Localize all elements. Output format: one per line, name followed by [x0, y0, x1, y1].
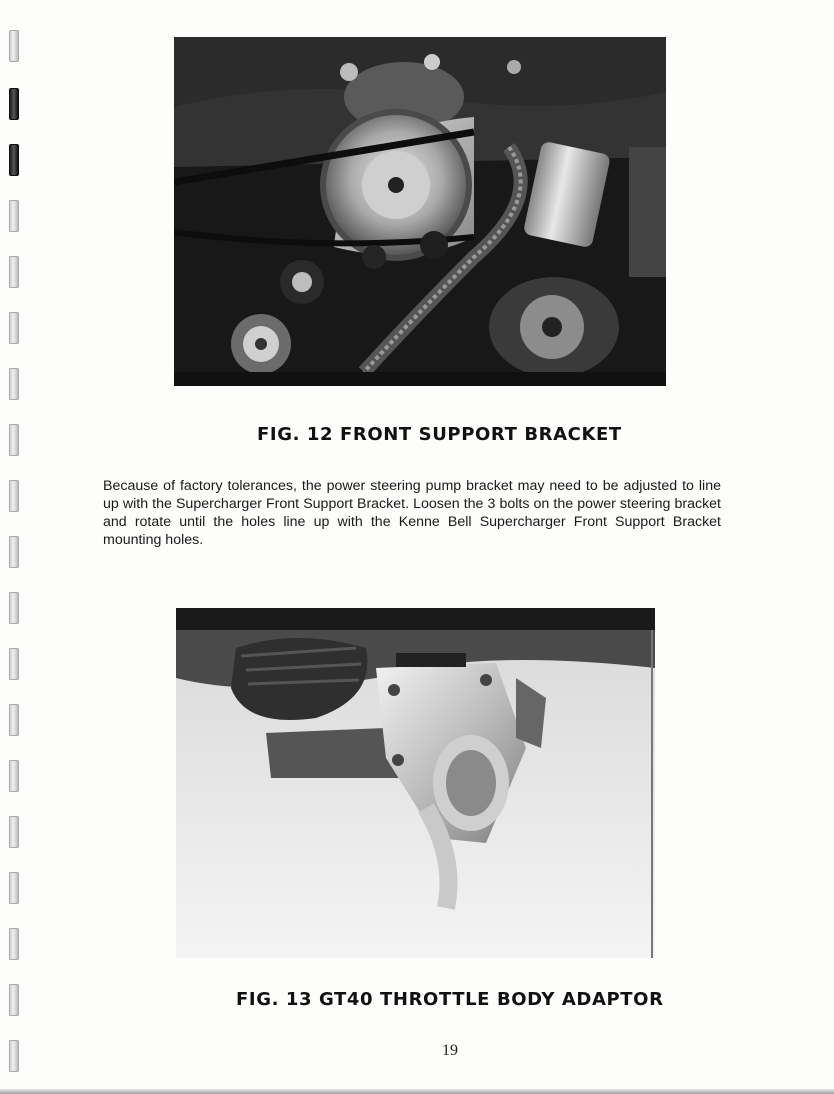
- binder-hole: [9, 256, 19, 288]
- figure-13-caption: FIG. 13 GT40 THROTTLE BODY ADAPTOR: [236, 989, 664, 1010]
- binder-hole: [9, 648, 19, 680]
- page-bottom-edge: [0, 1089, 834, 1094]
- binder-hole: [9, 200, 19, 232]
- body-paragraph: Because of factory tolerances, the power steering pump bracket may need to be adjusted to line up with the Supercharger Front Support Bracket. Loosen the 3 bolts on the power steering bracket and rotate until the holes line up with the Kenne Bell Supercharger Front Support Bracket mounting holes.: [103, 478, 721, 548]
- binder-holes: [9, 30, 23, 1080]
- binder-hole: [9, 1040, 19, 1072]
- binder-hole: [9, 312, 19, 344]
- gt40-throttle-body-adaptor-photo: [176, 608, 655, 958]
- binder-hole: [9, 368, 19, 400]
- binder-hole: [9, 872, 19, 904]
- binder-hole: [9, 536, 19, 568]
- binder-hole: [9, 984, 19, 1016]
- binder-hole: [9, 816, 19, 848]
- binder-hole: [9, 928, 19, 960]
- binder-hole: [9, 144, 19, 176]
- binder-hole: [9, 424, 19, 456]
- binder-hole: [9, 760, 19, 792]
- binder-hole: [9, 592, 19, 624]
- page-number: 19: [442, 1042, 458, 1059]
- binder-hole: [9, 88, 19, 120]
- figure-12-caption: FIG. 12 FRONT SUPPORT BRACKET: [257, 424, 622, 445]
- binder-hole: [9, 480, 19, 512]
- binder-hole: [9, 704, 19, 736]
- supercharger-front-support-bracket-photo: [174, 37, 666, 386]
- binder-hole: [9, 30, 19, 62]
